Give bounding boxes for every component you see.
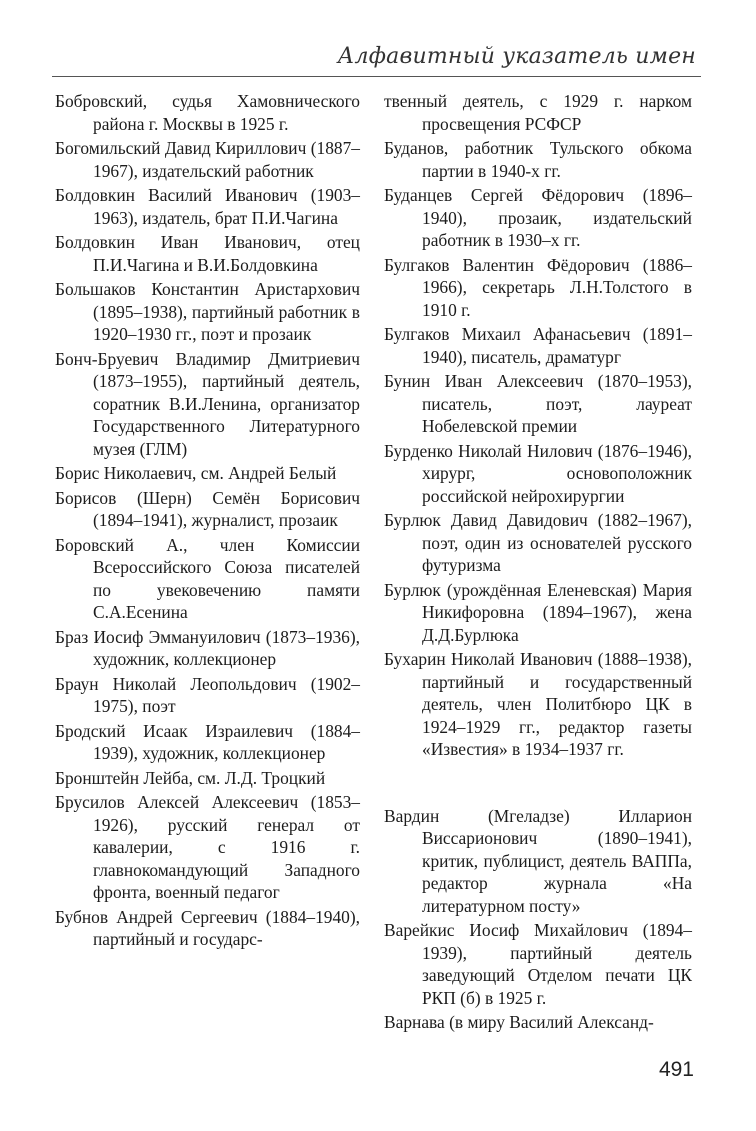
index-entry: Браз Иосиф Эммануилович (1873–1936), художник, коллекционер xyxy=(55,626,360,669)
index-entry: Бурденко Николай Нилович (1876–1946), хирург, основоположник российской нейрохирургии xyxy=(384,440,692,506)
header-rule xyxy=(52,76,701,77)
page-number: 491 xyxy=(658,1058,694,1081)
index-entry: Боровский А., член Комиссии Всероссийского Союза писателей по увековечению памяти С.А.Есенина xyxy=(55,534,360,622)
index-entry: Бонч-Бруевич Владимир Дмитриевич (1873–1955), партийный деятель, соратник В.И.Ленина, организатор Государственного Литературного музея (ГЛМ) xyxy=(55,348,360,459)
index-entry: Буданов, работник Тульского обкома партии в 1940-х гг. xyxy=(384,138,692,181)
index-entry: твенный деятель, с 1929 г. нарком просвещения РСФСР xyxy=(384,91,692,134)
index-entry: Брусилов Алексей Алексеевич (1853–1926), русский генерал от кавалерии, с 1916 г. главнокомандующий Западного фронта, военный педагог xyxy=(55,792,360,902)
index-entry: Бунин Иван Алексеевич (1870–1953), писатель, поэт, лауреат Нобелевской премии xyxy=(384,371,692,436)
index-entry: Бухарин Николай Иванович (1888–1938), партийный и государственный деятель, член Политбюро ЦК в 1924–1929 гг., редактор газеты «Известия» в 1934–1937 гг. xyxy=(384,649,692,759)
left-column xyxy=(55,90,360,953)
index-entry: Бродский Исаак Израилевич (1884–1939), художник, коллекционер xyxy=(55,720,360,763)
index-entry: Борис Николаевич, см. Андрей Белый xyxy=(55,463,337,483)
running-title: Алфавитный указатель имен xyxy=(337,44,696,69)
index-entry: Болдовкин Иван Иванович, отец П.И.Чагина и В.И.Болдовкина xyxy=(55,232,360,275)
index-entry: Варейкис Иосиф Михайлович (1894–1939), партийный деятель заведующий Отделом печати ЦК РКП (б) в 1925 г. xyxy=(384,920,692,1008)
index-entry: Вардин (Мгеладзе) Илларион Виссарионович (1890–1941), критик, публицист, деятель ВАППа, редактор журнала «На литературном посту» xyxy=(384,805,692,916)
index-entry: Буданцев Сергей Фёдорович (1896–1940), прозаик, издательский работник в 1930–х гг. xyxy=(384,185,692,250)
right-column xyxy=(384,90,692,1036)
letter-section-gap xyxy=(384,763,692,805)
index-entry: Бурлюк (урождённая Еленевская) Мария Никифоровна (1894–1967), жена Д.Д.Бурлюка xyxy=(384,579,692,645)
index-entry: Борисов (Шерн) Семён Борисович (1894–1941), журналист, прозаик xyxy=(55,487,360,530)
index-entry: Варнава (в миру Василий Александ- xyxy=(384,1012,654,1032)
index-entry: Бубнов Андрей Сергеевич (1884–1940), партийный и государс- xyxy=(55,906,360,949)
index-entry: Болдовкин Василий Иванович (1903–1963), издатель, брат П.И.Чагина xyxy=(55,185,360,228)
index-entry: Бурлюк Давид Давидович (1882–1967), поэт, один из основателей русского футуризма xyxy=(384,510,692,575)
index-entry: Булгаков Валентин Фёдорович (1886–1966), секретарь Л.Н.Толстого в 1910 г. xyxy=(384,254,692,320)
index-entry: Богомильский Давид Кириллович (1887–1967), издательский работник xyxy=(55,138,360,181)
index-entry: Большаков Константин Аристархович (1895–1938), партийный работник в 1920–1930 гг., поэт и прозаик xyxy=(55,279,360,344)
index-entry: Браун Николай Леопольдович (1902–1975), поэт xyxy=(55,673,360,716)
index-entry: Бронштейн Лейба, см. Л.Д. Троцкий xyxy=(55,767,326,788)
index-entry: Булгаков Михаил Афанасьевич (1891–1940), писатель, драматург xyxy=(384,324,692,367)
index-entry: Бобровский, судья Хамовнического района г. Москвы в 1925 г. xyxy=(55,91,360,134)
